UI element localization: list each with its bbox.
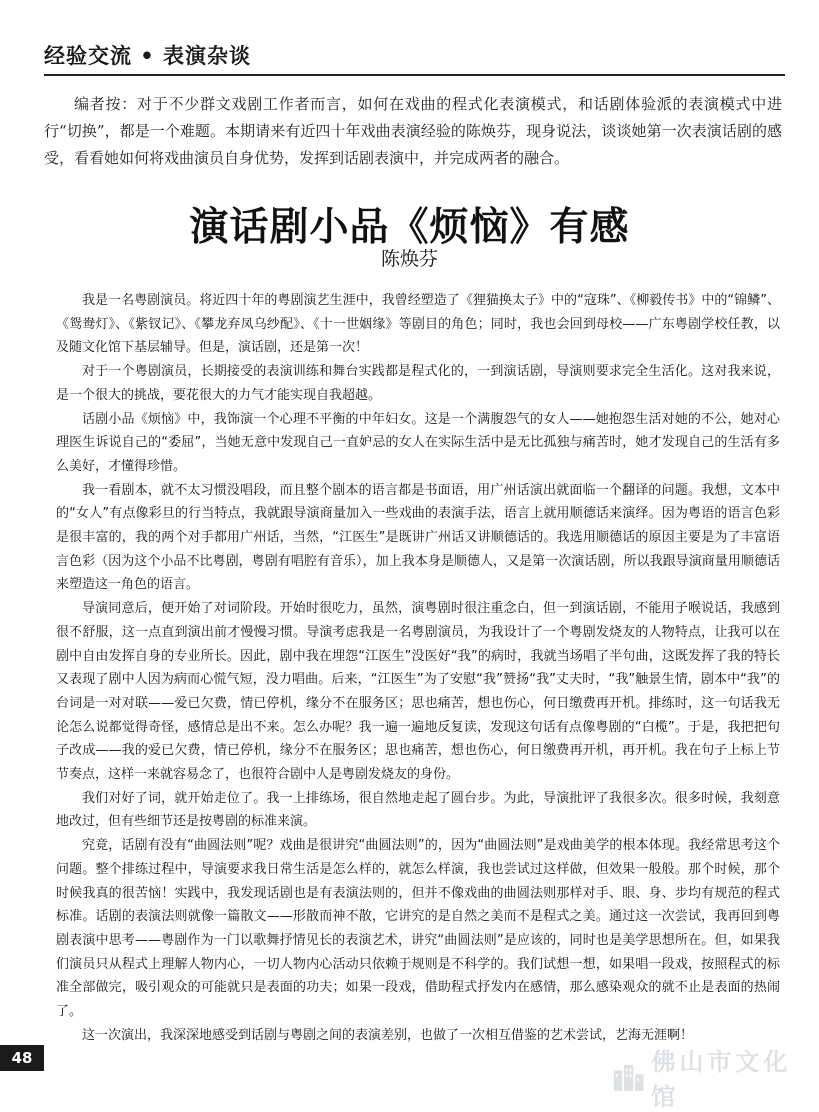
section-header: 经验交流 • 表演杂谈	[44, 44, 252, 68]
page-number: 48	[0, 1045, 44, 1071]
paragraph: 导演同意后，便开始了对词阶段。开始时很吃力，虽然，演粤剧时很注重念白，但一到演话剧，不能用子喉说话，我感到很不舒服，这一点直到演出前才慢慢习惯。导演考虑我是一名粤剧演员，为我设计了一个粤剧发烧友的人物特点，让我可以在剧中自由发挥自身的专业所长。因此，剧中我在埋怨“江医生”没医好“我”的病时，我就当场唱了半句曲，这既发挥了我的特长又表现了剧中人因为病而心慌气短，没力唱曲。后来，“江医生”为了安慰“我”赞扬“我”丈夫时，“我”触景生情，剧本中“我”的台词是一对对联——爱已欠费，情已停机，缘分不在服务区；思也痛苦，想也伤心，何日缴费再开机。排练时，这一句话我无论怎么说都觉得奇怪，感情总是出不来。怎么办呢？我一遍一遍地反复读，发现这句话有点像粤剧的“白榄”。于是，我把把句子改成——我的爱已欠费，情已停机，缘分不在服务区；思也痛苦，想也伤心，何日缴费再开机，再开机。我在句子上标上节节奏点，这样一来就容易念了，也很符合剧中人是粤剧发烧友的身份。	[56, 601, 780, 783]
paragraph: 对于一个粤剧演员，长期接受的表演训练和舞台实践都是程式化的，一到演话剧，导演则要求完全生活化。这对我来说，是一个很大的挑战，要花很大的力气才能实现自我超越。	[56, 364, 780, 403]
article-author: 陈焕芬	[380, 248, 438, 270]
editor-note: 编者按：对于不少群文戏剧工作者而言，如何在戏曲的程式化表演模式，和话剧体验派的表演模式中进行“切换”，都是一个难题。本期请来有近四十年戏曲表演经验的陈焕芬，现身说法，谈谈她第一次表演话剧的感受，看看她如何将戏曲演员自身优势，发挥到话剧表演中，并完成两者的融合。	[44, 95, 782, 167]
paragraph: 这一次演出，我深深地感受到话剧与粤剧之间的表演差别，也做了一次相互借鉴的艺术尝试，艺海无涯啊！	[82, 1027, 694, 1043]
paragraph: 究竟，话剧有没有“曲圆法则”呢？戏曲是很讲究“曲圆法则”的，因为“曲圆法则”是戏曲美学的根本体现。我经常思考这个问题。整个排练过程中，导演要求我日常生活是怎么样的，就怎么样演，我也尝试过这样做，但效果一般般。那个时候，那个时候我真的很苦恼！实践中，我发现话剧也是有表演法则的，但并不像戏曲的曲圆法则那样对手、眼、身、步均有规范的程式标准。话剧的表演法则就像一篇散文——形散而神不散，它讲究的是自然之美而不是程式之美。通过这一次尝试，我再回到粤剧表演中思考——粤剧作为一门以歌舞抒情见长的表演艺术，讲究“曲圆法则”是应该的，同时也是美学思想所在。但，如果我们演员只从程式上理解人物内心，一切人物内心活动只依赖于规则是不科学的。我们试想一想，如果唱一段戏，按照程式的标准全部做完，吸引观众的可能就只是表面的功夫；如果一段戏，借助程式抒发内在感情，那么感染观众的就不止是表面的热闹了。	[56, 838, 780, 1020]
paragraph: 话剧小品《烦恼》中，我饰演一个心理不平衡的中年妇女。这是一个满腹怨气的女人——她抱怨生活对她的不公，她对心理医生诉说自己的“委屈”，当她无意中发现自己一直妒忌的女人在实际生活中是无比孤独与痛苦时，她才发现自己的生活有多么美好，才懂得珍惜。	[56, 411, 780, 474]
watermark	[612, 1047, 807, 1111]
paragraph: 我们对好了词，就开始走位了。我一上排练场，很自然地走起了圆台步。为此，导演批评了我很多次。很多时候，我刻意地改过，但有些细节还是按粤剧的标准来演。	[56, 790, 780, 830]
building-icon	[612, 1060, 645, 1094]
paragraph: 我是一名粤剧演员。将近四十年的粤剧演艺生涯中，我曾经塑造了《狸猫换太子》中的“寇珠”、《柳毅传书》中的“锦鳞”、《鸳鸯灯》、《紫钗记》、《攀龙弃凤乌纱配》、《十一世姻缘》等剧目的角色；同时，我也会回到母校——广东粤剧学校任教，以及随文化馆下基层辅导。但是，演话剧，还是第一次！	[56, 293, 780, 356]
article-body	[56, 289, 780, 1048]
paragraph: 我一看剧本，就不太习惯没唱段，而且整个剧本的语言都是书面语，用广州话演出就面临一个翻译的问题。我想，文本中的“女人”有点像彩旦的行当特点，我就跟导演商量加入一些戏曲的表演手法，语言上就用顺德话来演绎。因为粤语的语言色彩是很丰富的，我的两个对手都用广州话，当然，“江医生”是既讲广州话又讲顺德话的。我选用顺德话的原因主要是为了丰富语言色彩（因为这个小品不比粤剧，粤剧有唱腔有音乐），加上我本身是顺德人，又是第一次演话剧，所以我跟导演商量用顺德话来塑造这一角色的语言。	[56, 482, 780, 593]
watermark-text: 佛山市文化馆	[651, 1047, 792, 1111]
header-divider	[44, 74, 785, 76]
article-title: 演话剧小品《烦恼》有感	[189, 205, 630, 250]
